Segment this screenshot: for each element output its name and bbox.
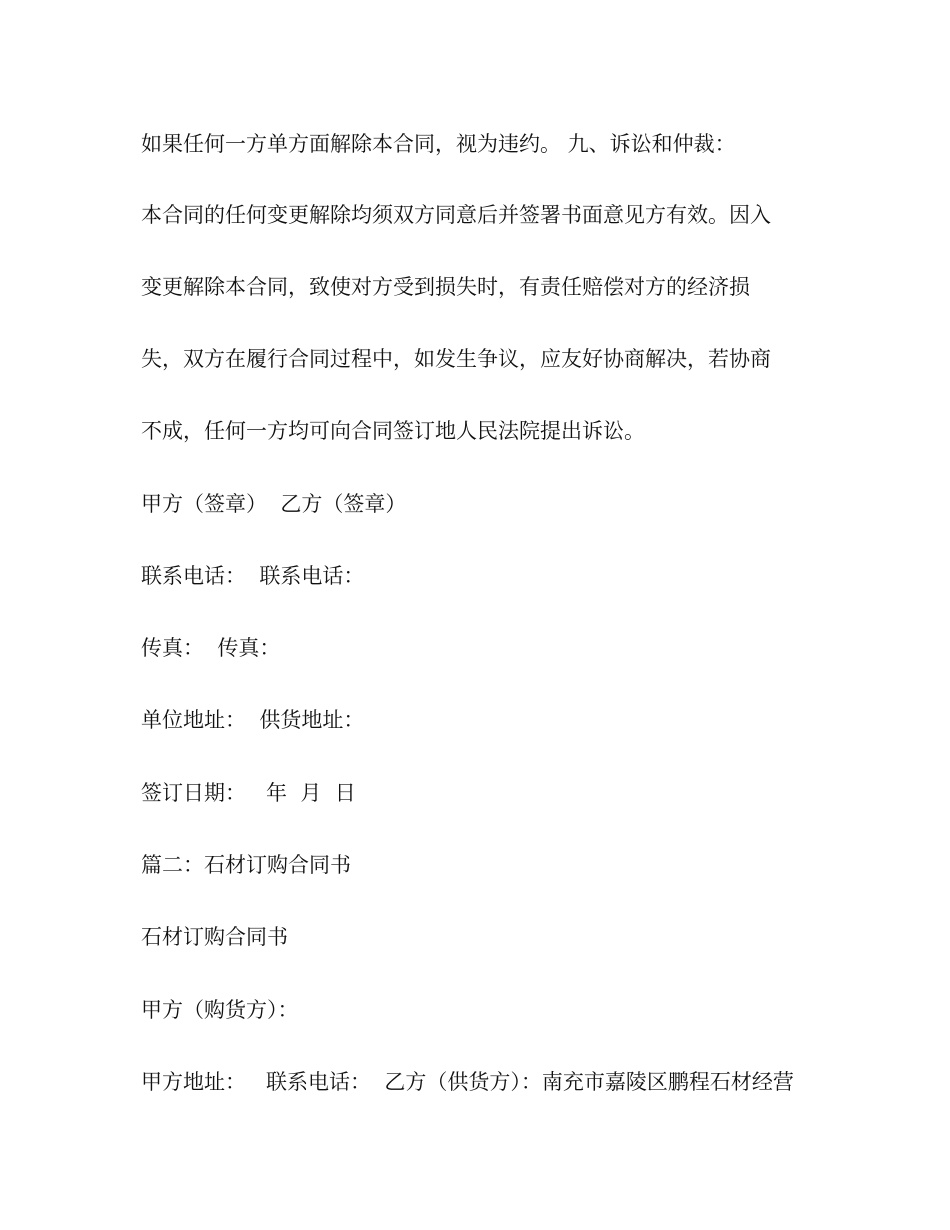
contract-title: 石材订购合同书 [141, 925, 288, 949]
sign-date-line: 签订日期： 年 月 日 [141, 781, 356, 805]
buyer-line: 甲方（购货方）： [141, 998, 299, 1022]
text-line-3: 变更解除本合同，致使对方受到损失时，有责任赔偿对方的经济损 [141, 275, 750, 299]
address-line: 单位地址： 供货地址： [141, 708, 365, 732]
signature-line: 甲方（签章） 乙方（签章） [141, 492, 407, 516]
text-line-1: 如果任何一方单方面解除本合同，视为违约。 九、诉讼和仲裁： [141, 132, 736, 156]
text-line-2: 本合同的任何变更解除均须双方同意后并签署书面意见方有效。因入 [141, 203, 771, 227]
phone-line: 联系电话： 联系电话： [141, 564, 365, 588]
fax-line: 传真： 传真： [141, 636, 281, 660]
buyer-address-line: 甲方地址： 联系电话： 乙方（供货方）：南充市嘉陵区鹏程石材经营 [141, 1070, 794, 1094]
section-heading: 篇二：石材订购合同书 [141, 853, 351, 877]
text-line-4: 失，双方在履行合同过程中，如发生争议，应友好协商解决，若协商 [141, 347, 771, 371]
text-line-5: 不成，任何一方均可向合同签订地人民法院提出诉讼。 [141, 419, 645, 443]
